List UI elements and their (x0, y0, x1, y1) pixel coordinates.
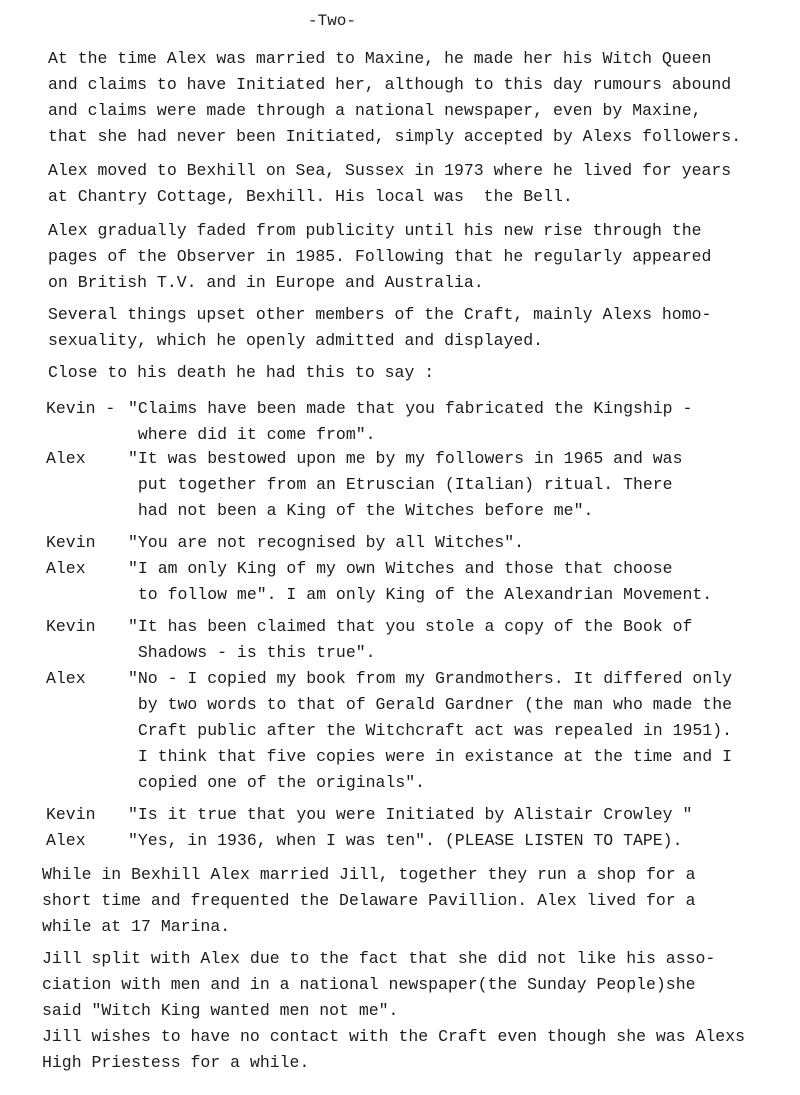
speaker-label: Alex (46, 449, 86, 468)
dialogue-text: "Yes, in 1936, when I was ten". (PLEASE LISTEN TO TAPE). (128, 831, 683, 850)
speaker-label: Kevin (46, 617, 96, 636)
paragraph-bexhill-move: Alex moved to Bexhill on Sea, Sussex in 1973 where he lived for years at Chantry Cottage, Bexhill. His local was the Bell. (48, 161, 732, 206)
paragraph-publicity: Alex gradually faded from publicity until his new rise through the pages of the Observer in 1985. Following that he regularly appeared on British T.V. and in Europe and Australia. (48, 221, 712, 292)
speaker-label: Kevin - (46, 399, 116, 418)
dialogue-text: "It was bestowed upon me by my followers in 1965 and was put together from an Etruscian (Italian) ritual. There had not been a King of the Witches before me". (128, 449, 683, 520)
dialogue-text: "It has been claimed that you stole a copy of the Book of Shadows - is this true". (128, 617, 693, 662)
paragraph-jill-marriage: While in Bexhill Alex married Jill, together they run a shop for a short time and frequented the Delaware Pavillion. Alex lived for a while at 17 Marina. (42, 865, 696, 936)
dialogue-text: "Is it true that you were Initiated by Alistair Crowley " (128, 805, 693, 824)
dialogue-text: "You are not recognised by all Witches". (128, 533, 525, 552)
paragraph-craft-upset: Several things upset other members of the Craft, mainly Alexs homo- sexuality, which he openly admitted and displayed. (48, 305, 712, 350)
dialogue-text: "No - I copied my book from my Grandmothers. It differed only by two words to that of Gerald Gardner (the man who made the Craft public after the Witchcraft act was repealed in 1951). I think that five copies were in existance at the time and I copied one of the originals". (128, 669, 732, 792)
page-heading: -Two- (308, 12, 357, 30)
dialogue-text: "Claims have been made that you fabricated the Kingship - where did it come from". (128, 399, 693, 444)
paragraph-alex-maxine: At the time Alex was married to Maxine, he made her his Witch Queen and claims to have Initiated her, although to this day rumours abound and claims were made through a national newspaper, even by Maxine, that she had never been Initiated, simply accepted by Alexs followers. (48, 49, 742, 146)
speaker-label: Alex (46, 669, 86, 688)
paragraph-interview-intro: Close to his death he had this to say : (48, 363, 435, 382)
speaker-label: Kevin (46, 805, 96, 824)
speaker-label: Kevin (46, 533, 96, 552)
paragraph-jill-split: Jill split with Alex due to the fact that she did not like his asso- ciation with men and in a national newspaper(the Sunday People)she said "Witch King wanted men not me". Jill wishes to have no contact with the Craft even though she was Alexs High Priestess for a while. (42, 949, 746, 1072)
dialogue-text: "I am only King of my own Witches and those that choose to follow me". I am only King of the Alexandrian Movement. (128, 559, 713, 604)
speaker-label: Alex (46, 831, 86, 850)
speaker-label: Alex (46, 559, 86, 578)
